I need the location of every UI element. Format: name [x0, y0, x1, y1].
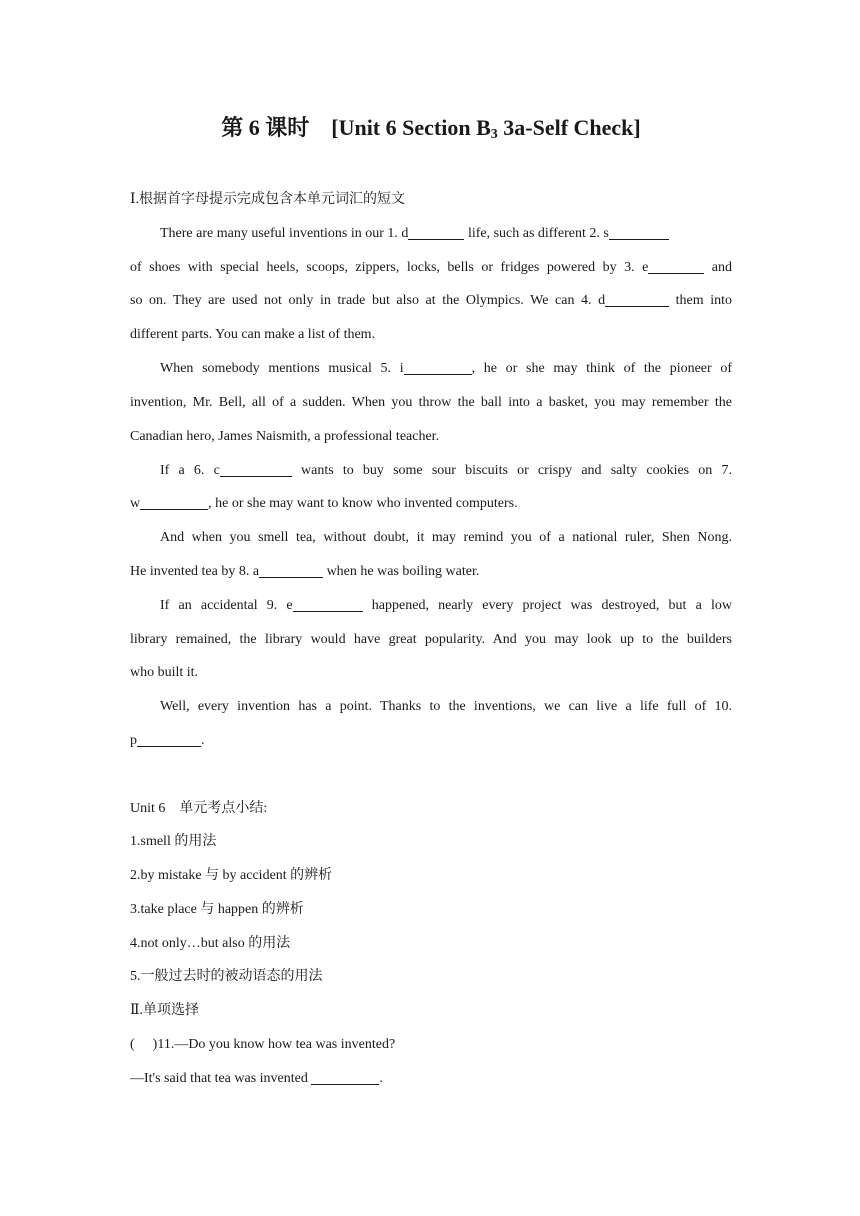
blank-2[interactable]: [609, 225, 669, 240]
section2-heading: Ⅱ.单项选择: [130, 1003, 200, 1018]
summary-heading: Unit 6 单元考点小结:: [130, 801, 268, 816]
p1-line1: There are many useful inventions in our 1. d life, such as different 2. s: [160, 224, 732, 244]
blank-5[interactable]: [404, 360, 472, 375]
p1-line2: of shoes with special heels, scoops, zippers, locks, bells or fridges powered by 3. e and: [130, 260, 732, 275]
p3-line1: If a 6. c wants to buy some sour biscuits or crispy and salty cookies on 7.: [160, 463, 732, 478]
blank-4[interactable]: [605, 292, 669, 307]
summary-item-5: 5.一般过去时的被动语态的用法: [130, 969, 323, 984]
p3-line2: w , he or she may want to know who invented computers.: [130, 496, 518, 511]
p1-line3: so on. They are used not only in trade but also at the Olympics. We can 4. d them into: [130, 293, 733, 308]
blank-8[interactable]: [259, 563, 323, 578]
p6-line1: Well, every invention has a point. Thanks to the inventions, we can live a life full of 10.: [160, 699, 732, 714]
title-rest: 3a-Self Check]: [497, 115, 641, 140]
blank-10[interactable]: [137, 732, 201, 747]
blank-7[interactable]: [140, 495, 208, 510]
blank-9[interactable]: [293, 597, 363, 612]
p2-line1: When somebody mentions musical 5. i , he or she may think of the pioneer of: [160, 361, 733, 376]
summary-item-1: 1.smell 的用法: [130, 834, 217, 849]
question-11-answer: —It's said that tea was invented .: [130, 1071, 383, 1086]
section1-heading: Ⅰ.根据首字母提示完成包含本单元词汇的短文: [130, 192, 406, 207]
p4-line1: And when you smell tea, without doubt, it may remind you of a national ruler, Shen Nong.: [160, 530, 732, 545]
blank-11[interactable]: [311, 1070, 379, 1085]
blank-6[interactable]: [220, 462, 292, 477]
title-subscript: 3: [490, 127, 498, 142]
question-11-stem: ( )11.—Do you know how tea was invented?: [130, 1037, 396, 1052]
p5-line1: If an accidental 9. e happened, nearly every project was destroyed, but a low: [160, 598, 732, 613]
p6-line2: p .: [130, 733, 205, 748]
p5-line2: library remained, the library would have great popularity. And you may look up to the builders: [130, 632, 732, 647]
summary-item-2: 2.by mistake 与 by accident 的辨析: [130, 868, 333, 883]
blank-1[interactable]: [408, 225, 464, 240]
p2-line2: invention, Mr. Bell, all of a sudden. When you throw the ball into a basket, you may remember the: [130, 395, 732, 410]
p2-line3: Canadian hero, James Naismith, a professional teacher.: [130, 429, 440, 444]
title-main: 第 6 课时 [Unit 6 Section B: [221, 115, 491, 140]
page-title: [130, 114, 732, 149]
p1-line4: different parts. You can make a list of them.: [130, 327, 376, 342]
summary-item-4: 4.not only…but also 的用法: [130, 936, 291, 951]
summary-item-3: 3.take place 与 happen 的辨析: [130, 902, 304, 917]
blank-3[interactable]: [648, 259, 704, 274]
p4-line2: He invented tea by 8. a when he was boiling water.: [130, 564, 480, 579]
p5-line3: who built it.: [130, 665, 199, 680]
